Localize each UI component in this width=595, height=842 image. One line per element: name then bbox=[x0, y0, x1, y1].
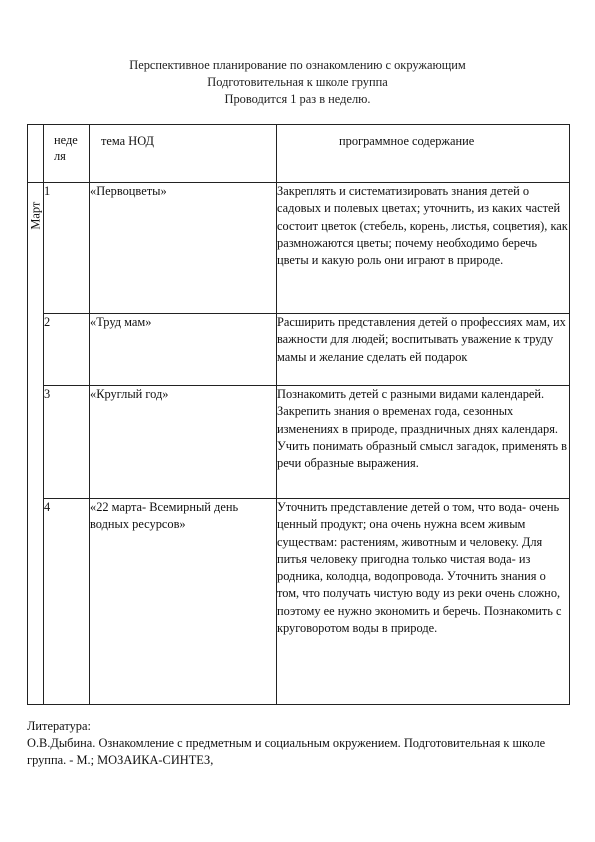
planning-table bbox=[27, 124, 570, 705]
week-column-header: неде ля bbox=[44, 125, 90, 183]
table-row bbox=[28, 183, 570, 314]
literature-section bbox=[27, 718, 572, 769]
table-row bbox=[28, 386, 570, 499]
content-cell: Расширить представления детей о профессиях мам, их важности для людей; воспитывать уважение к труду мамы и желание сделать ей подарок bbox=[277, 314, 570, 386]
theme-cell: «Первоцветы» bbox=[90, 183, 277, 314]
theme-cell: «22 марта- Всемирный день водных ресурсов» bbox=[90, 499, 277, 705]
week-number: 4 bbox=[44, 499, 90, 705]
week-number: 2 bbox=[44, 314, 90, 386]
table-row bbox=[28, 499, 570, 705]
week-number: 3 bbox=[44, 386, 90, 499]
table-header-row bbox=[28, 125, 570, 183]
document-title: Перспективное планирование по ознакомлению с окружающим bbox=[129, 58, 466, 72]
theme-cell: «Труд мам» bbox=[90, 314, 277, 386]
group-name: Подготовительная к школе группа bbox=[207, 75, 388, 89]
month-cell bbox=[28, 183, 44, 705]
month-header-cell bbox=[28, 125, 44, 183]
month-label: Март bbox=[28, 201, 43, 230]
content-cell: Закреплять и систематизировать знания детей о садовых и полевых цветах; уточнить, из каких частей состоит цветок (стебель, корень, листья, соцветия), как размножаются цветы; почему необходимо беречь цветы и какую роль они играют в природе. bbox=[277, 183, 570, 314]
theme-cell: «Круглый год» bbox=[90, 386, 277, 499]
table-row bbox=[28, 314, 570, 386]
content-column-header: программное содержание bbox=[277, 125, 570, 183]
literature-title: Литература: bbox=[27, 719, 91, 733]
content-cell: Уточнить представление детей о том, что вода- очень ценный продукт; она очень нужна всем живым существам: растениям, животным и человеку. Для питья человеку пригодна только чистая вода- из родника, колодца, водопровода. Уточнить знания о том, что получать чистую воду из реки очень сложно, поэтому ее нужно экономить и беречь. Познакомить с круговоротом воды в природе. bbox=[277, 499, 570, 705]
content-cell: Познакомить детей с разными видами календарей. Закрепить знания о временах года, сезонных изменениях в природе, праздничных днях календаря. Учить понимать образный смысл загадок, применять в речи образные выражения. bbox=[277, 386, 570, 499]
theme-column-header: тема НОД bbox=[90, 125, 277, 183]
week-number: 1 bbox=[44, 183, 90, 314]
document-header bbox=[0, 57, 595, 108]
frequency-note: Проводится 1 раз в неделю. bbox=[224, 92, 371, 106]
literature-reference: О.В.Дыбина. Ознакомление с предметным и социальным окружением. Подготовительная к школе группа. - М.; МОЗАИКА-СИНТЕЗ, bbox=[27, 736, 546, 767]
